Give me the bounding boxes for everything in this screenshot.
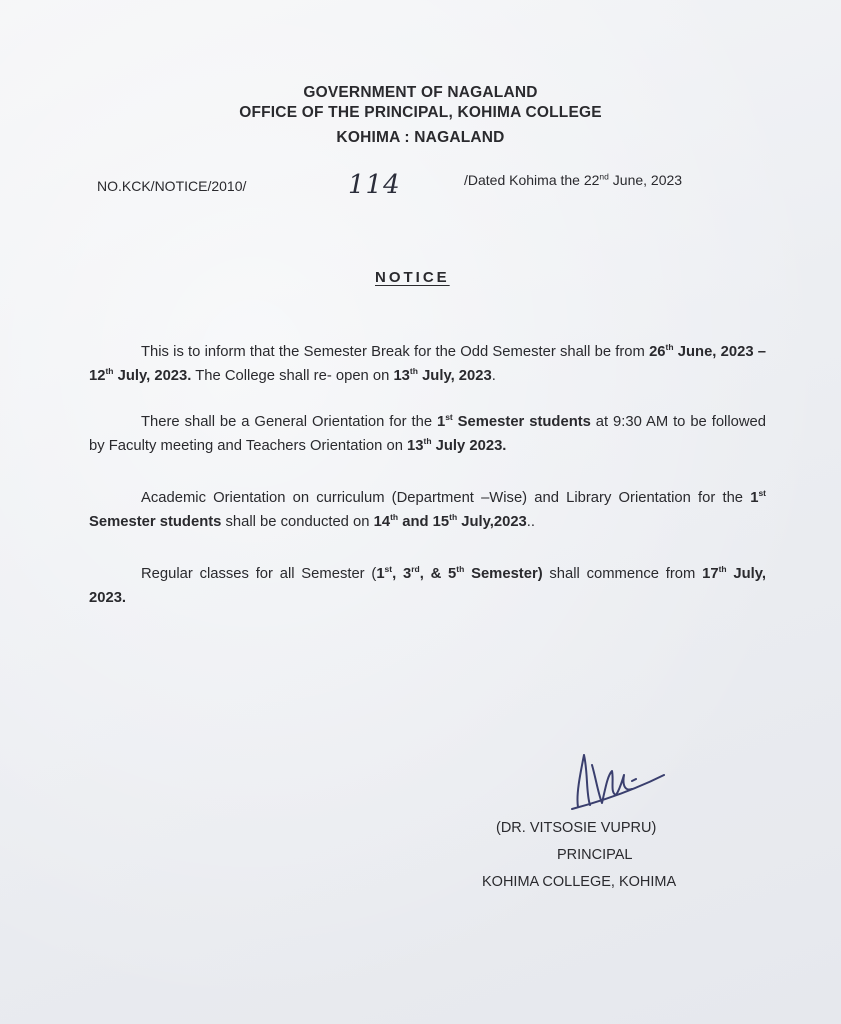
notice-title: NOTICE xyxy=(375,269,450,286)
notice-reference-number: NO.KCK/NOTICE/2010/ xyxy=(97,178,247,194)
paragraph-semester-break: This is to inform that the Semester Break for the Odd Semester shall be from 26th June, 2023 – 12th July, 2023. The College shall re- open on 13th July, 2023. xyxy=(89,342,766,384)
signatory-title: PRINCIPAL xyxy=(557,847,633,863)
government-heading: GOVERNMENT OF NAGALAND xyxy=(303,84,538,101)
signatory-name: (DR. VITSOSIE VUPRU) xyxy=(496,820,657,836)
paragraph-general-orientation: There shall be a General Orientation for the 1st Semester students at 9:30 AM to be followed by Faculty meeting and Teachers Orientation on 13th July 2023. xyxy=(89,412,766,454)
location-heading: KOHIMA : NAGALAND xyxy=(336,129,505,146)
office-heading: OFFICE OF THE PRINCIPAL, KOHIMA COLLEGE xyxy=(239,104,602,121)
paragraph-academic-orientation: Academic Orientation on curriculum (Department –Wise) and Library Orientation for the 1st Semester students shall be conducted on 14th and 15th July,2023.. xyxy=(89,488,766,530)
signature-mark xyxy=(562,745,672,825)
handwritten-reference-number: 114 xyxy=(348,170,401,200)
paragraph-regular-classes: Regular classes for all Semester (1st, 3rd, & 5th Semester) shall commence from 17th July, 2023. xyxy=(89,564,766,606)
signatory-office: KOHIMA COLLEGE, KOHIMA xyxy=(482,874,677,890)
notice-date: /Dated Kohima the 22nd June, 2023 xyxy=(464,171,683,188)
